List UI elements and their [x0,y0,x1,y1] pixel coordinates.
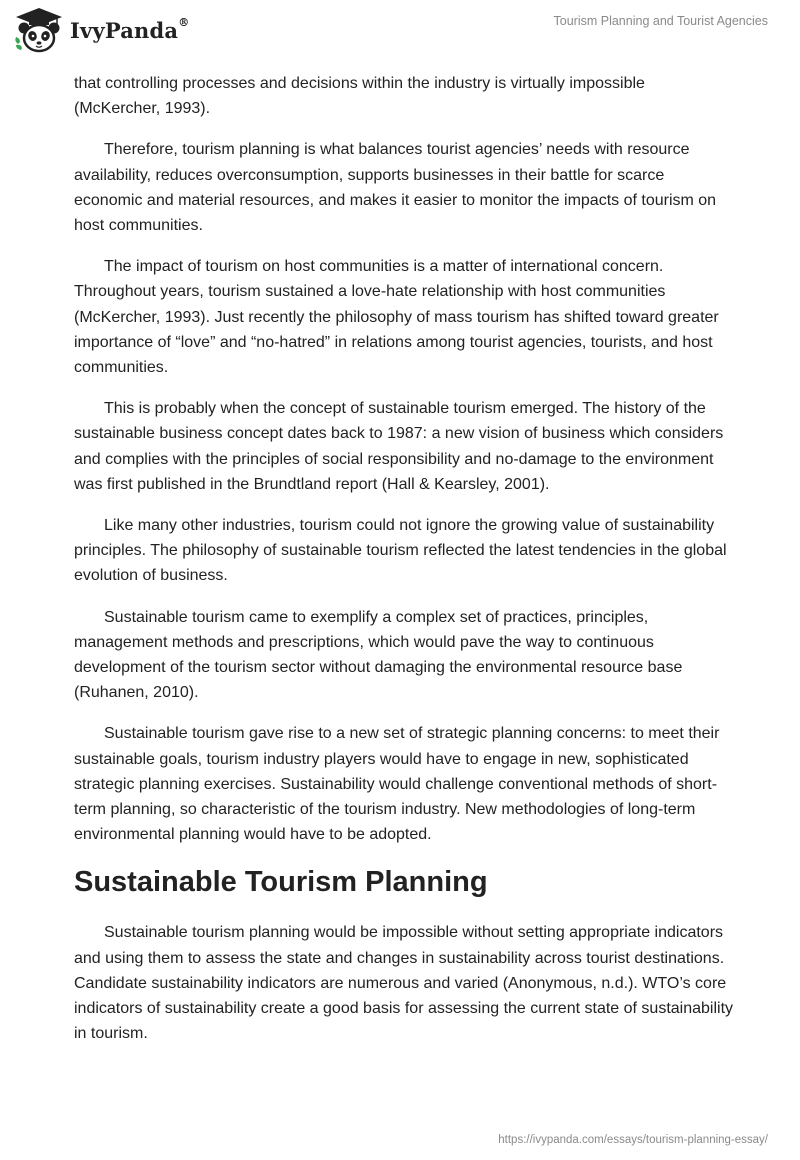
paragraph: The impact of tourism on host communities is a matter of international concern. Throughout years, tourism sustained a love-hate relationship with host communities (McKercher, 1993). Just recently the philosophy of mass tourism has shifted toward greater importance of “love” and “no-hatred” in relations among tourist agencies, tourists, and host communities. [74,258,719,377]
document-title: Tourism Planning and Tourist Agencies [553,14,768,28]
paragraph: Therefore, tourism planning is what balances tourist agencies’ needs with resource availability, reduces overconsumption, supports businesses in their battle for scarce economic and material resources, and makes it easier to monitor the impacts of tourism on host communities. [74,141,717,235]
ivypanda-logo[interactable] [12,6,189,54]
paragraph: Sustainable tourism planning would be impossible without setting appropriate indicators and using them to assess the state and changes in sustainability across tourist destinations. Candidate sustainability indicators are numerous and varied (Anonymous, n.d.). WTO’s core indicators of sustainability create a good basis for assessing the current state of sustainability in tourism. [74,924,734,1043]
section-heading: Sustainable Tourism Planning [74,866,488,899]
paragraph: This is probably when the concept of sustainable tourism emerged. The history of the sustainable business concept dates back to 1987: a new vision of business which considers and complies with the principles of social responsibility and no-damage to the environment was first published in the Brundtland report (Hall & Kearsley, 2001). [74,400,724,493]
brand-name: IvyPanda® [70,15,190,43]
paragraph: Like many other industries, tourism could not ignore the growing value of sustainability principles. The philosophy of sustainable tourism reflected the latest tendencies in the global evolution of business. [74,517,727,585]
paragraph: Sustainable tourism came to exemplify a complex set of practices, principles, management methods and prescriptions, which would pave the way to continuous development of the tourism sector without damaging the environmental resource base (Ruhanen, 2010). [74,608,683,702]
essay-body [74,71,734,1063]
source-url[interactable]: https://ivypanda.com/essays/tourism-planning-essay/ [498,1134,768,1146]
paragraph-continuation: that controlling processes and decisions within the industry is virtually impossible (McKercher, 1993). [74,75,645,118]
paragraph: Sustainable tourism gave rise to a new set of strategic planning concerns: to meet their sustainable goals, tourism industry players would have to engage in new, sophisticated strategic planning exercises. Sustainability would challenge conventional methods of short-term planning, so characteristic of the tourism industry. New methodologies of long-term environmental planning would have to be adopted. [74,725,720,844]
page-header [0,0,800,70]
panda-graduate-icon [12,6,66,54]
